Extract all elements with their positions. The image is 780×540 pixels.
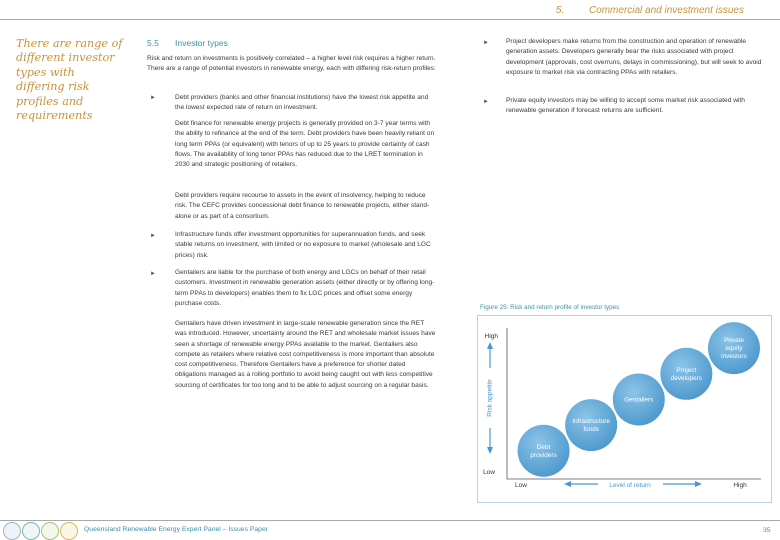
bubble-label-private-equity-investors: investors (721, 353, 747, 361)
x-tick-label-high: High (733, 482, 747, 489)
debt-finance-paragraph: Debt finance for renewable energy projects is generally provided on 3-7 year terms with the ability to refinance at the end of the term. Debt providers have been heavily reliant on long term PPAs (or equivalent) with tenors of up to 25 years to provide certainty of cash flows. The availability of long tenor PPAs has reduced due to the LRET termination in 2030 and strategic positioning of retailers. (175, 120, 435, 169)
pull-quote: There are range of different investor types with differing risk profiles and requirements (16, 37, 123, 123)
y-arrow-down-icon (487, 447, 493, 454)
header-divider (0, 19, 780, 20)
footer-divider (0, 520, 780, 521)
figure-caption: Figure 25: Risk and return profile of investor types (480, 304, 620, 311)
x-axis-label: Level of return (609, 482, 651, 489)
sun-logo-icon (60, 522, 78, 540)
debt-recourse-paragraph: Debt providers require recourse to assets in the event of insolvency, helping to reduce risk. The CEFC provides concessional debt finance to renewable projects, either stand-alone or as part of a consortium. (175, 192, 430, 220)
y-arrow-up-icon (487, 342, 493, 349)
bubble-debt-providers (518, 425, 570, 477)
bubble-label-infrastructure-funds: funds (583, 426, 599, 434)
section-number: 5.5 (147, 38, 159, 48)
chapter-number: 5. (555, 5, 565, 16)
x-arrow-left-icon (564, 481, 571, 487)
y-axis-label: Risk appetite (486, 379, 494, 417)
bubble-label-gentailers: Gentailers (624, 396, 654, 404)
bullet-gentailers: Gentailers are liable for the purchase of both energy and LGCs on behalf of their retail customers. Investment in renewable generation assets (either directly or by offering long-term PPAs to developers) enables them to fix LGC prices and offset some energy purchase costs. (175, 269, 435, 307)
wind-logo-icon (22, 522, 40, 540)
bubble-label-project-developers: developers (670, 374, 702, 382)
bullet-debt-providers: Debt providers (banks and other financial institutions) have the lowest risk appetite and the lowest expected rate of return on investment. (175, 94, 429, 112)
bullet-project-developers: Project developers make returns from the construction and operation of renewable generation assets. Developers generally bear the risks associated with project development (approvals, cost overruns, delays in commissioning), but will seek to avoid exposure to market risk via contracting PPAs with retailers. (506, 38, 762, 76)
bubble-label-infrastructure-funds: Infrastructure (572, 418, 610, 426)
section-title: Investor types (175, 38, 228, 48)
bubble-label-private-equity-investors: equity (725, 345, 743, 353)
water-logo-icon (3, 522, 21, 540)
bullet-arrow-icon: ► (483, 40, 489, 46)
chapter-title: Commercial and investment issues (588, 5, 744, 16)
figure-frame (477, 315, 772, 503)
bullet-infrastructure-funds: Infrastructure funds offer investment opportunities for superannuation funds, and seek stable returns on investment, with limited or no exposure to market (wholesale and LGC prices) risk. (175, 231, 431, 259)
bullet-arrow-icon: ► (150, 95, 156, 101)
bubble-label-debt-providers: Debt (536, 443, 551, 451)
page-number: 35 (763, 527, 771, 534)
bullet-arrow-icon: ► (483, 99, 489, 105)
y-tick-label-high: High (484, 333, 498, 340)
bubble-label-private-equity-investors: Private (724, 337, 744, 345)
bullet-arrow-icon: ► (150, 233, 156, 239)
gentailer-paragraph: Gentailers have driven investment in large-scale renewable generation since the RET was introduced. However, uncertainty around the RET and wholesale market issues have seen a shortage of renewable energy PPAs available to the market. Gentailers also compete as retailers where relative cost competitiveness is more important than absolute cost competitiveness. Therefore Gentailers have a preference for shorter dated obligations managed as a rolling portfolio to avoid being caught out with less competitive sourcing of certificates for too long and to be able to adjust sourcing on a regular basis. (175, 320, 436, 389)
footer-document-title: Queensland Renewable Energy Expert Panel – Issues Paper (84, 526, 269, 533)
x-arrow-right-icon (695, 481, 702, 487)
x-tick-label-low: Low (515, 482, 527, 489)
bubble-label-project-developers: Project (676, 366, 697, 374)
plant-logo-icon (41, 522, 59, 540)
bullet-arrow-icon: ► (150, 271, 156, 277)
y-tick-label-low: Low (483, 469, 495, 476)
intro-paragraph: Risk and return on investments is positively correlated – a higher level risk requires a higher return. There are a range of potential investors in renewable energy, each with differing risk-return profiles: (147, 55, 436, 73)
running-header (556, 5, 744, 16)
bullet-private-equity: Private equity investors may be willing to accept some market risk associated with renewable generation if forecast returns are sufficient. (506, 97, 745, 115)
bubble-label-debt-providers: providers (530, 451, 557, 459)
risk-return-chart (478, 316, 771, 502)
